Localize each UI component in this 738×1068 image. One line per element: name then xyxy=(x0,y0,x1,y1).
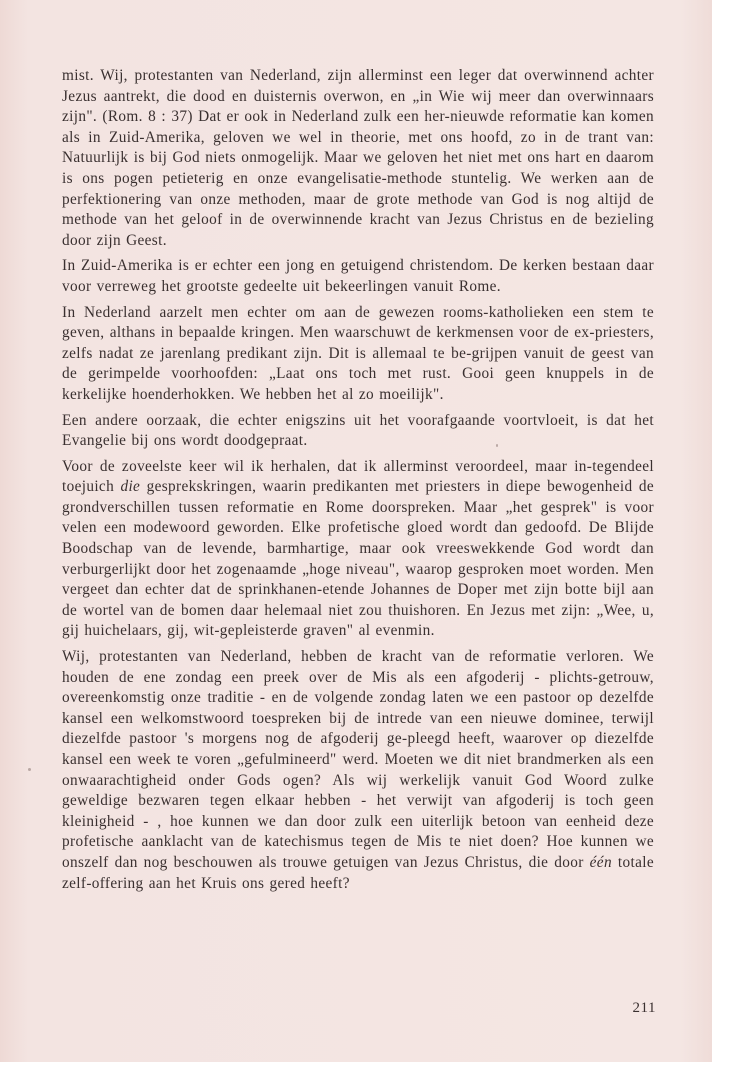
text-run: mist. Wij, protestanten van Nederland, zijn allerminst een leger dat overwinnend achter Jezus aantrekt, die dood en duisternis overwon, en „in Wie wij meer dan overwinnaars zijn". (Rom. 8 : 37) Dat er ook in Nederland zulk een her-nieuwde reformatie kan komen als in Zuid-Amerika, geloven we wel in theorie, met ons hoofd, zo in de trant van: Natuurlijk is bij God niets onmogelijk. Maar we geloven het niet met ons hart en daarom is ons pogen petieterig en onze evangelisatie-methode stuntelig. We werken aan de perfektionering van onze methoden, maar de grote methode van God is nog altijd de methode van het geloof in de overwinnende kracht van Jezus Christus en de bezieling door zijn Geest. xyxy=(62,67,654,249)
paragraph xyxy=(62,411,654,452)
paragraph xyxy=(62,647,654,894)
paragraph xyxy=(62,303,654,406)
text-run: In Zuid-Amerika is er echter een jong en getuigend christendom. De kerken bestaan daar voor verreweg het grootste gedeelte uit bekeerlingen vanuit Rome. xyxy=(62,257,654,295)
page-margin xyxy=(712,0,738,1068)
text-run: In Nederland aarzelt men echter om aan de gewezen rooms-katholieken een stem te geven, althans in bepaalde kringen. Men waarschuwt de kerkmensen voor de ex-priesters, zelfs nadat ze jarenlang predikant zijn. Dit is allemaal te be-grijpen vanuit de geest van de gerimpelde voorhoofden: „Laat ons toch met rust. Gooi geen knuppels in de kerkelijke hoenderhokken. We hebben het al zo moeilijk". xyxy=(62,303,654,403)
paper-speck xyxy=(28,768,31,771)
text-run: Een andere oorzaak, die echter enigszins uit het voorafgaande voortvloeit, is dat het Evangelie bij ons wordt doodgepraat. xyxy=(62,411,654,450)
paper-speck xyxy=(496,444,498,447)
page-number: 211 xyxy=(632,1000,656,1016)
text-run: totale zelf-offering aan het Kruis ons gered heeft? xyxy=(62,853,654,892)
paragraph xyxy=(62,66,654,251)
text-run: Voor de zoveelste keer wil ik herhalen, dat ik allerminst veroordeel, maar in-tegendeel toejuich xyxy=(62,457,654,496)
body-text xyxy=(62,66,654,899)
paragraph xyxy=(62,457,654,642)
emphasized-text: één xyxy=(589,853,612,871)
text-run: Wij, protestanten van Nederland, hebben de kracht van de reformatie verloren. We houden de ene zondag een preek over de Mis als een afgoderij - plichts-getrouw, overeenkomstig onze traditie - en de volgende zondag laten we een pastoor op dezelfde kansel een welkomstwoord toespreken bij de intrede van een nieuwe dominee, terwijl diezelfde pastoor 's morgens nog de afgoderij ge-pleegd heeft, waarover op diezelfde kansel een week te voren „gefulmineerd" werd. Moeten we dit niet brandmerken als een onwaarachtigheid onder Gods ogen? Als wij werkelijk vanuit God Woord zulke geweldige bezwaren tegen elkaar hebben - het verwijt van afgoderij is toch geen kleinigheid - , hoe kunnen we dan door zulk een uiterlijk betoon van eenheid deze profetische aanklacht van de katechismus tegen de Mis te niet doen? Hoe kunnen we onszelf dan nog beschouwen als trouwe getuigen van Jezus Christus, die door xyxy=(62,648,654,871)
emphasized-text: die xyxy=(120,478,141,496)
text-run: gesprekskringen, waarin predikanten met priesters in diepe bewogenheid de grondverschillen tussen reformatie en Rome doorspreken. Maar „het gesprek" is voor velen een modewoord geworden. Elke profetische gloed wordt dan gedoofd. De Blijde Boodschap van de levende, barmhartige, maar ook vreeswekkende God wordt dan verburgerlijkt door het zogenaamde „hoge niveau", waarop gesproken moet worden. Men vergeet dan echter dat de sprinkhanen-etende Johannes de Doper met zijn botte bijl aan de wortel van de bomen daar helemaal niet zou thuishoren. En Jezus met zijn: „Wee, u, gij huichelaars, gij, wit-gepleisterde graven" al evenmin. xyxy=(62,478,654,640)
paragraph xyxy=(62,256,654,297)
